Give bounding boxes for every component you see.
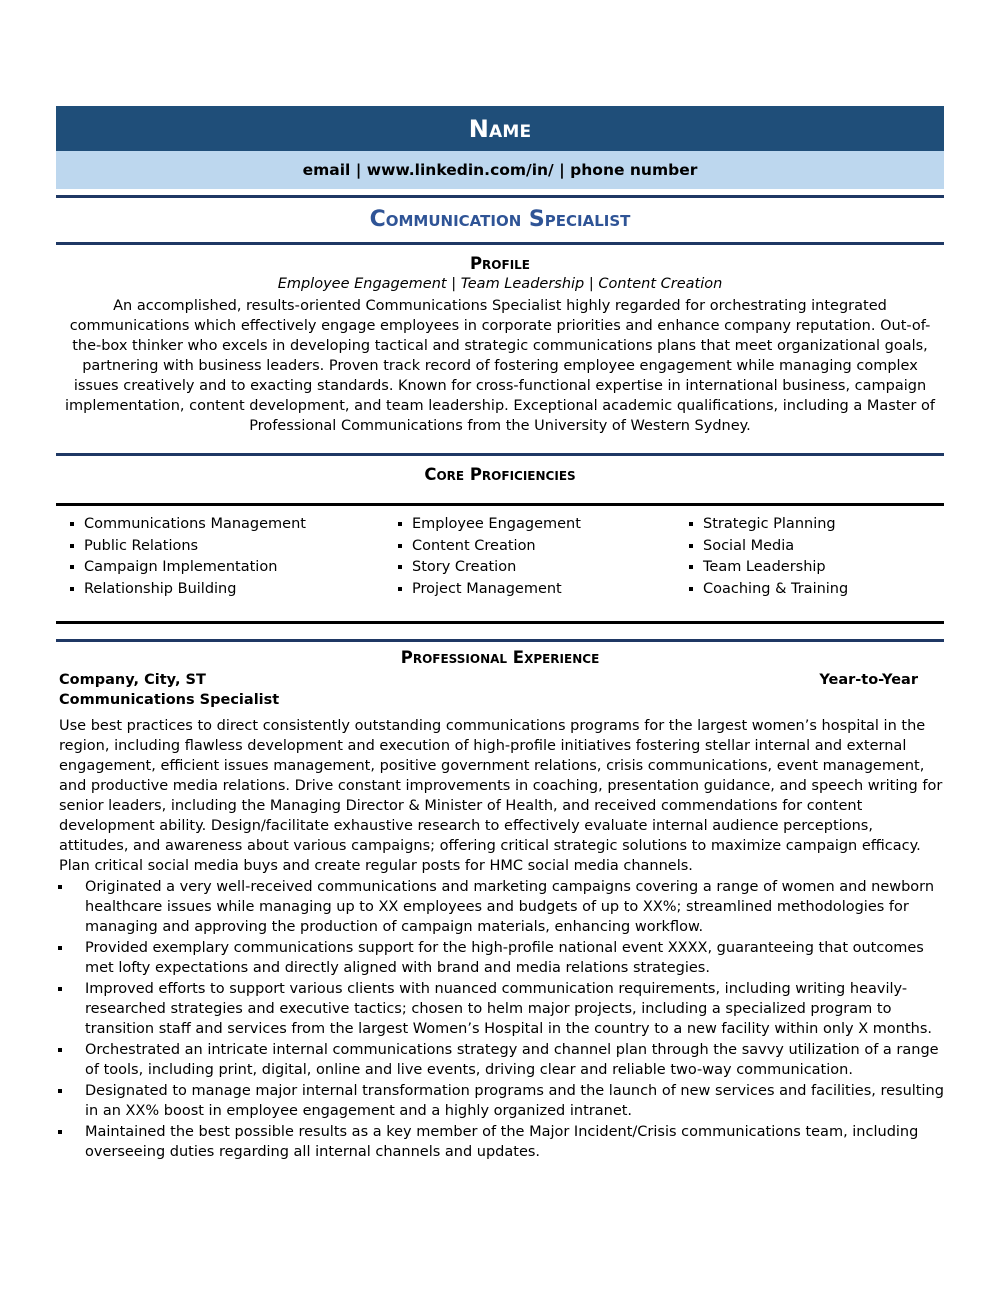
job-role: Communications Specialist (59, 692, 280, 708)
list-item: Campaign Implementation (56, 557, 306, 579)
list-item: Relationship Building (56, 579, 306, 601)
list-item: Communications Management (56, 514, 306, 536)
list-item: Team Leadership (675, 557, 848, 579)
contact-bar (56, 151, 944, 189)
core-proficiencies-heading: Core Proficiencies (424, 465, 576, 484)
experience-header (56, 670, 944, 690)
list-item: Designated to manage major internal transformation programs and the launch of new services and facilities, resulting in an XX% boost in employee engagement and a highly organized intranet. (56, 1081, 944, 1121)
proficiencies-column-3 (675, 514, 848, 600)
list-item: Story Creation (384, 557, 581, 579)
proficiencies-column-1 (56, 514, 306, 600)
experience-summary: Use best practices to direct consistently outstanding communications programs for the largest women’s hospital in the region, including flawless development and execution of high-profile initiatives fostering stellar internal and external engagement, efficient issues management, positive government relations, crisis communications, event management, and productive media relations. Drive constant improvements in coaching, presentation guidance, and speech writing for senior leaders, including the Managing Director & Minister of Health, and received commendations for content development ability. Design/facilitate exhaustive research to effectively evaluate internal audience perceptions, attitudes, and awareness about various campaigns; offering critical strategic solutions to maximize campaign efficacy. Plan critical social media buys and create regular posts for HMC social media channels. (59, 718, 943, 874)
proficiencies-grid (56, 506, 944, 602)
list-item: Project Management (384, 579, 581, 601)
list-item: Social Media (675, 536, 848, 558)
list-item: Public Relations (56, 536, 306, 558)
list-item: Improved efforts to support various clients with nuanced communication requirements, including writing heavily-researched strategies and executive tactics; chosen to helm major projects, including a specialized program to transition staff and services from the largest Women’s Hospital in the country to a new facility within only X months. (56, 979, 944, 1039)
list-item: Orchestrated an intricate internal communications strategy and channel plan through the savvy utilization of a range of tools, including print, digital, online and live events, driving clear and reliable two-way communication. (56, 1040, 944, 1080)
list-item: Coaching & Training (675, 579, 848, 601)
contact-line: email | www.linkedin.com/in/ | phone number (302, 161, 698, 179)
list-item: Provided exemplary communications support for the high-profile national event XXXX, guaranteeing that outcomes met lofty expectations and directly aligned with brand and media relations strategies. (56, 938, 944, 978)
profile-summary: An accomplished, results-oriented Communications Specialist highly regarded for orchestrating integrated communications which effectively engage employees in corporate priorities and enhance company reputation. Out-of-the-box thinker who excels in developing tactical and strategic communications plans that meet organizational goals, partnering with business leaders. Proven track record of fostering employee engagement while managing complex issues creatively and to exacting standards. Known for cross-functional expertise in international business, campaign implementation, content development, and team leadership. Exceptional academic qualifications, including a Master of Professional Communications from the University of Western Sydney. (65, 298, 935, 434)
proficiencies-column-2 (384, 514, 581, 600)
employment-dates: Year-to-Year (819, 672, 918, 688)
profile-tagline: Employee Engagement | Team Leadership | Content Creation (277, 276, 723, 292)
achievement-list (56, 877, 944, 1162)
list-item: Employee Engagement (384, 514, 581, 536)
list-item: Originated a very well-received communications and marketing campaigns covering a range of women and newborn healthcare issues while managing up to XX employees and budgets of up to XX%; streamlined methodologies for managing and approving the production of campaign materials, enhancing workflow. (56, 877, 944, 937)
profile-heading: Profile (469, 254, 531, 273)
experience-heading: Professional Experience (400, 648, 600, 667)
list-item: Strategic Planning (675, 514, 848, 536)
candidate-name: Name (468, 114, 532, 143)
resume-page (56, 106, 944, 1162)
name-header (56, 106, 944, 151)
job-title: Communication Specialist (369, 207, 631, 232)
company-location: Company, City, ST (59, 672, 206, 688)
list-item: Content Creation (384, 536, 581, 558)
list-item: Maintained the best possible results as a key member of the Major Incident/Crisis communications team, including overseeing duties regarding all internal channels and updates. (56, 1122, 944, 1162)
